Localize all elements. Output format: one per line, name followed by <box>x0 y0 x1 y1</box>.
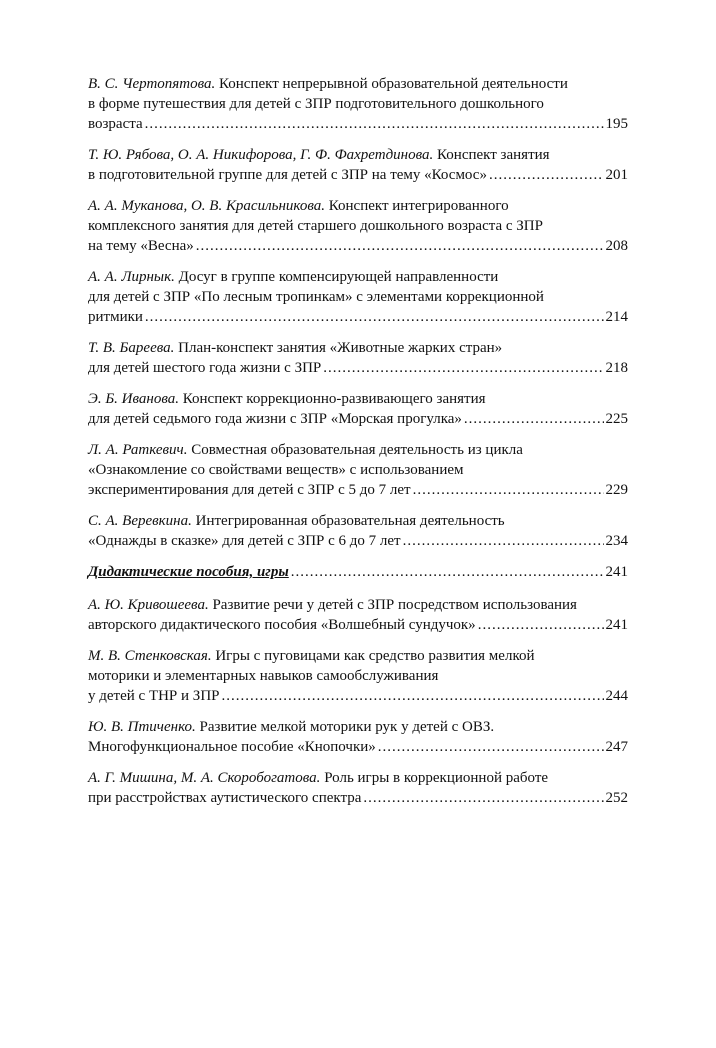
dot-leader <box>222 686 604 706</box>
toc-entry <box>88 267 628 327</box>
toc-entry-author: Т. В. Бареева. <box>88 340 175 356</box>
toc-entry-title: возраста <box>88 116 143 132</box>
toc-entry-title: Конспект занятия <box>437 147 550 163</box>
toc-entry-author: Т. Ю. Рябова, О. А. Никифорова, Г. Ф. Фахретдинова. <box>88 147 434 163</box>
toc-entry <box>88 74 628 134</box>
dot-leader <box>464 409 604 429</box>
toc-entry-last-line <box>88 358 628 378</box>
toc-entry-title: ритмики <box>88 309 143 325</box>
dot-leader <box>145 114 604 134</box>
toc-entry-title: авторского дидактического пособия «Волшебный сундучок» <box>88 617 476 633</box>
toc-entry-title: в подготовительной группе для детей с ЗПР на тему «Космос» <box>88 167 487 183</box>
toc-entry-page: 244 <box>605 688 628 704</box>
toc-entry-title: на тему «Весна» <box>88 238 194 254</box>
toc-section-page: 241 <box>605 564 628 580</box>
toc-entry <box>88 440 628 500</box>
toc-entry-line <box>88 440 628 460</box>
toc-entry-title: План-конспект занятия «Животные жарких стран» <box>178 340 503 356</box>
toc-entry-page: 225 <box>605 411 628 427</box>
table-of-contents <box>88 74 628 819</box>
toc-entry <box>88 145 628 185</box>
toc-entry-line <box>88 646 628 666</box>
toc-entry-line <box>88 145 628 165</box>
dot-leader <box>363 788 603 808</box>
toc-entry-line: «Ознакомление со свойствами веществ» с использованием <box>88 462 464 478</box>
toc-entry-author: Э. Б. Иванова. <box>88 391 180 407</box>
toc-entry <box>88 338 628 378</box>
toc-entry-title: Игры с пуговицами как средство развития мелкой <box>215 648 535 664</box>
toc-entry-author: А. Ю. Кривошеева. <box>88 597 209 613</box>
toc-entry-title: Досуг в группе компенсирующей направленности <box>178 269 499 285</box>
dot-leader <box>413 480 604 500</box>
toc-entry-title: Многофункциональное пособие «Кнопочки» <box>88 739 376 755</box>
toc-entry-page: 234 <box>605 533 628 549</box>
toc-entry-author: В. С. Чертопятова. <box>88 76 216 92</box>
toc-entry <box>88 196 628 256</box>
toc-entry-page: 252 <box>605 790 628 806</box>
toc-entry-page: 229 <box>605 482 628 498</box>
dot-leader <box>489 165 604 185</box>
dot-leader <box>478 615 604 635</box>
toc-entry-author: С. А. Веревкина. <box>88 513 192 529</box>
toc-entry <box>88 389 628 429</box>
toc-entry-last-line <box>88 686 628 706</box>
toc-entry-page: 201 <box>605 167 628 183</box>
toc-section <box>88 562 628 582</box>
toc-entry-line <box>88 267 628 287</box>
toc-entry-last-line <box>88 236 628 256</box>
toc-entry-title: у детей с ТНР и ЗПР <box>88 688 220 704</box>
toc-entry-title: для детей седьмого года жизни с ЗПР «Морская прогулка» <box>88 411 462 427</box>
toc-entry-page: 247 <box>605 739 628 755</box>
toc-entry-line <box>88 768 628 788</box>
toc-entry-title: Конспект интегрированного <box>328 198 509 214</box>
toc-entry-last-line <box>88 480 628 500</box>
toc-entry-title: Конспект непрерывной образовательной деятельности <box>219 76 568 92</box>
toc-entry-page: 241 <box>605 617 628 633</box>
toc-entry-author: М. В. Стенковская. <box>88 648 212 664</box>
dot-leader <box>145 307 604 327</box>
toc-entry-title: Развитие мелкой моторики рук у детей с ОВЗ. <box>199 719 495 735</box>
toc-entry-title: Совместная образовательная деятельность из цикла <box>191 442 523 458</box>
toc-entry-title: «Однажды в сказке» для детей с ЗПР с 6 до 7 лет <box>88 533 401 549</box>
toc-entry-line <box>88 196 628 216</box>
toc-entry-page: 218 <box>605 360 628 376</box>
dot-leader <box>291 562 604 582</box>
toc-entry-author: Ю. В. Птиченко. <box>88 719 196 735</box>
toc-entry-page: 195 <box>605 116 628 132</box>
toc-entry-last-line <box>88 114 628 134</box>
toc-entry-title: Роль игры в коррекционной работе <box>324 770 549 786</box>
dot-leader <box>403 531 604 551</box>
toc-entry <box>88 646 628 706</box>
dot-leader <box>378 737 604 757</box>
toc-entry-line <box>88 717 628 737</box>
toc-entry <box>88 511 628 551</box>
toc-entry-last-line <box>88 531 628 551</box>
toc-entry-line <box>88 595 628 615</box>
toc-entry-line: моторики и элементарных навыков самообслуживания <box>88 668 439 684</box>
toc-entry-title: экспериментирования для детей с ЗПР с 5 до 7 лет <box>88 482 411 498</box>
toc-entry-line <box>88 338 628 358</box>
toc-entry-last-line <box>88 615 628 635</box>
toc-entry-line <box>88 74 628 94</box>
dot-leader <box>323 358 603 378</box>
toc-section-line <box>88 562 628 582</box>
toc-entry-title: при расстройствах аутистического спектра <box>88 790 362 806</box>
toc-entry <box>88 595 628 635</box>
toc-entry-title: Развитие речи у детей с ЗПР посредством использования <box>212 597 577 613</box>
toc-entry-line: в форме путешествия для детей с ЗПР подготовительного дошкольного <box>88 96 544 112</box>
toc-section-title: Дидактические пособия, игры <box>88 564 289 580</box>
toc-entry-last-line <box>88 737 628 757</box>
toc-entry-line <box>88 511 628 531</box>
toc-entry-author: А. А. Муканова, О. В. Красильникова. <box>88 198 325 214</box>
toc-entry-line <box>88 389 628 409</box>
toc-entry-line: для детей с ЗПР «По лесным тропинкам» с элементами коррекционной <box>88 289 544 305</box>
toc-entry <box>88 768 628 808</box>
toc-entry-page: 208 <box>605 238 628 254</box>
toc-entry-last-line <box>88 165 628 185</box>
toc-entry-title: Конспект коррекционно-развивающего занятия <box>182 391 486 407</box>
toc-entry-page: 214 <box>605 309 628 325</box>
toc-entry-author: А. Г. Мишина, М. А. Скоробогатова. <box>88 770 321 786</box>
toc-entry-last-line <box>88 409 628 429</box>
toc-entry-last-line <box>88 788 628 808</box>
toc-entry-title: для детей шестого года жизни с ЗПР <box>88 360 322 376</box>
toc-entry <box>88 717 628 757</box>
toc-entry-last-line <box>88 307 628 327</box>
dot-leader <box>196 236 604 256</box>
toc-entry-author: Л. А. Раткевич. <box>88 442 188 458</box>
toc-entry-title: Интегрированная образовательная деятельность <box>195 513 505 529</box>
toc-entry-line: комплексного занятия для детей старшего дошкольного возраста с ЗПР <box>88 218 543 234</box>
toc-entry-author: А. А. Лирнык. <box>88 269 175 285</box>
